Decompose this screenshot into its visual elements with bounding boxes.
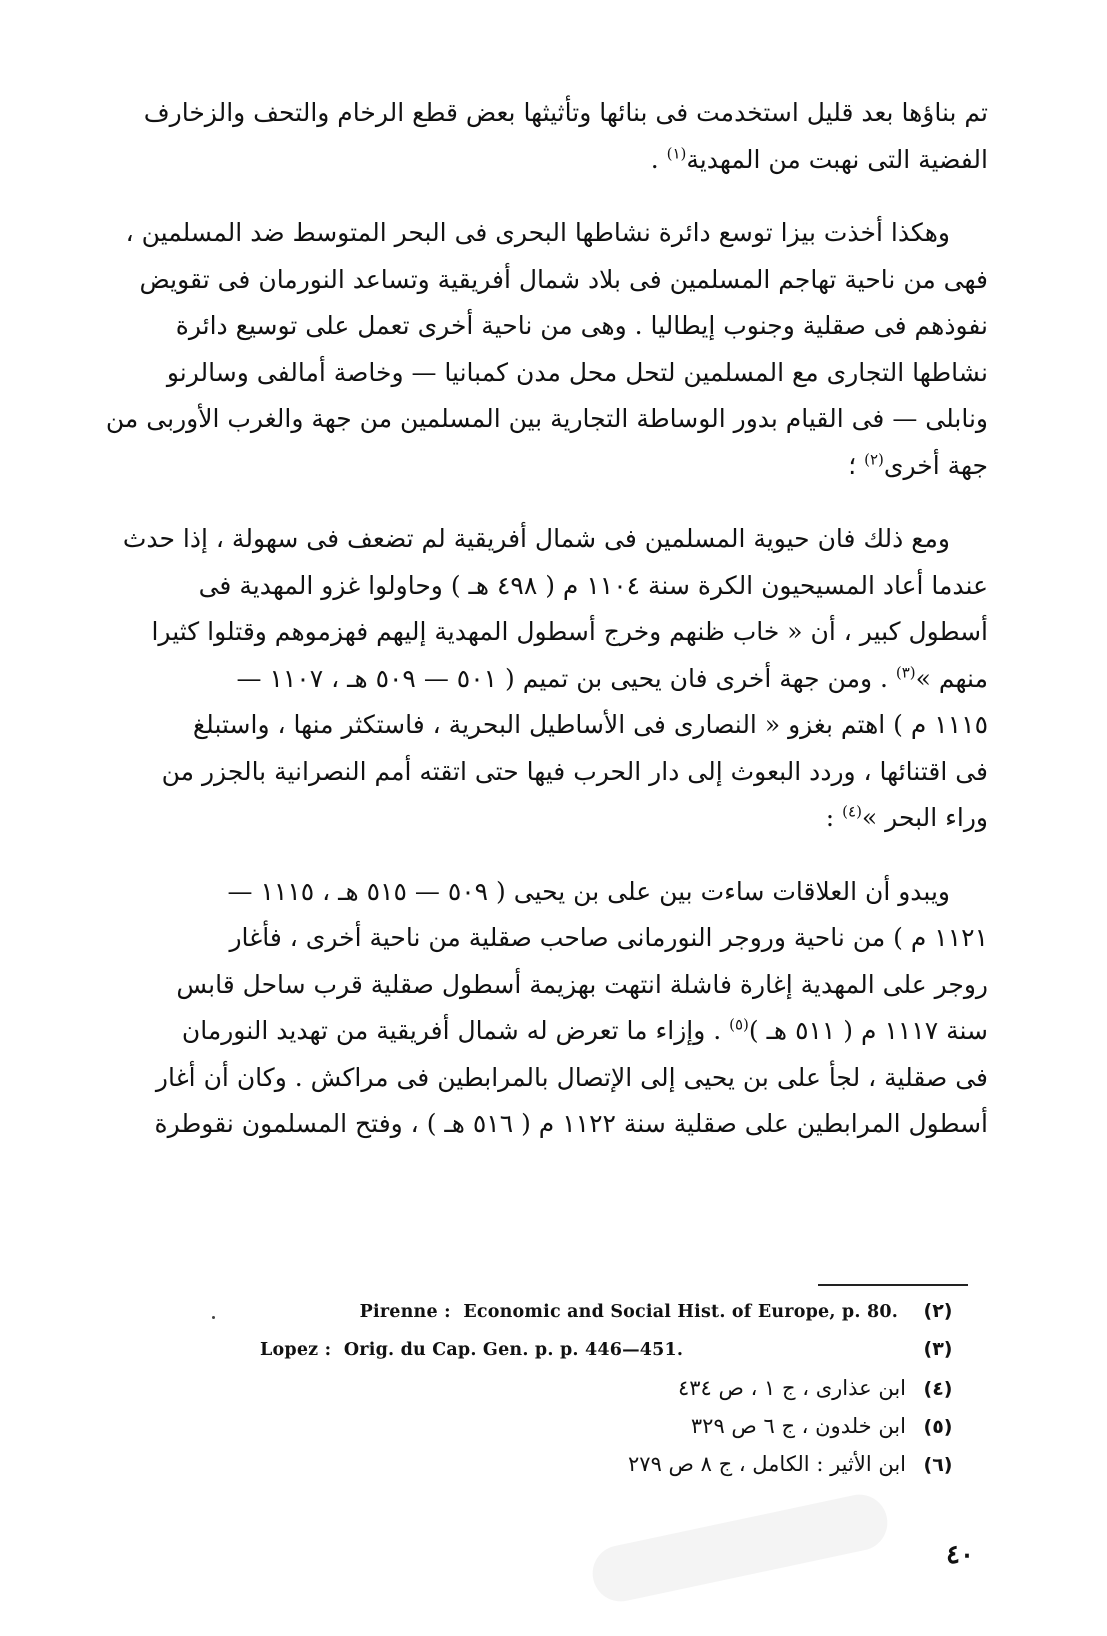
footnote-ref[interactable]: (١) bbox=[666, 144, 687, 163]
footnotes bbox=[260, 1300, 960, 1490]
footnote-text: ابن خلدون ، ج ٦ ص ٣٢٩ bbox=[690, 1414, 906, 1438]
text-line: أسطول كبير ، أن « خاب ظنهم وخرج أسطول المهدية إليهم فهزموهم وقتلوا كثيرا bbox=[151, 617, 988, 646]
footnote-text: Orig. du Cap. Gen. p. p. 446—451. bbox=[343, 1340, 684, 1360]
text-fragment: جهة أخرى bbox=[883, 450, 988, 480]
footnote-author: Pirenne bbox=[359, 1302, 438, 1322]
footnote-author: Lopez bbox=[260, 1340, 319, 1360]
text-line: تم بناؤها بعد قليل استخدمت فى بنائها وتأثيثها بعض قطع الرخام والتحف والزخارف bbox=[143, 98, 988, 127]
text-line: عندما أعاد المسيحيون الكرة سنة ١١٠٤ م ( ٤٩٨ هـ ) وحاولوا غزو المهدية فى bbox=[198, 570, 988, 600]
paragraph-1 bbox=[143, 90, 988, 183]
text-fragment: منهم » bbox=[915, 663, 988, 693]
footnote-ref[interactable]: (٤) bbox=[842, 802, 862, 821]
text-fragment: وراء البحر » bbox=[861, 803, 988, 832]
text-line bbox=[181, 1008, 988, 1055]
footnote-3 bbox=[260, 1338, 960, 1376]
footnote-number: (٥) bbox=[923, 1416, 953, 1438]
text-line: فى صقلية ، لجأ على بن يحيى إلى الإتصال بالمرابطين فى مراكش . وكان أن أغار bbox=[155, 1062, 988, 1092]
footnote-number: (٦) bbox=[923, 1454, 953, 1476]
footnote-4 bbox=[260, 1376, 960, 1414]
text-line: ومع ذلك فان حيوية المسلمين فى شمال أفريقية لم تضعف فى سهولة ، إذا حدث bbox=[122, 524, 950, 553]
punctuation: ؛ bbox=[848, 450, 865, 480]
text-fragment: . وإزاء ما تعرض له شمال أفريقية من تهديد النورمان bbox=[181, 1016, 730, 1045]
footnote-number: (٢) bbox=[923, 1300, 953, 1322]
footnote-number: (٤) bbox=[923, 1378, 953, 1400]
footnote-separator bbox=[818, 1284, 968, 1286]
text-fragment: . ومن جهة أخرى فان يحيى بن تميم ( ٥٠١ — ٥٠٩ هـ ، ١١٠٧ — bbox=[236, 663, 896, 693]
footnote-number: (٣) bbox=[923, 1338, 953, 1360]
text-line bbox=[236, 656, 988, 703]
punctuation: . bbox=[650, 144, 667, 174]
footnote-separator-char: : bbox=[444, 1302, 451, 1322]
punctuation: : bbox=[825, 803, 843, 832]
paragraph-4 bbox=[154, 869, 988, 1148]
text-line bbox=[236, 443, 988, 490]
scan-speck bbox=[212, 1316, 215, 1319]
text-fragment: سنة ١١١٧ م ( ٥١١ هـ ) bbox=[748, 1016, 988, 1045]
footnote-text: Economic and Social Hist. of Europe, p. 80. bbox=[463, 1302, 898, 1322]
text-line: فى اقتنائها ، وردد البعوث إلى دار الحرب فيها حتى اتقته أمم النصرانية بالجزر من bbox=[161, 756, 988, 786]
text-line: نفوذهم فى صقلية وجنوب إيطاليا . وهى من ناحية أخرى تعمل على توسيع دائرة bbox=[175, 311, 988, 340]
page-number: ٤٠ bbox=[946, 1540, 974, 1570]
text-line bbox=[236, 137, 988, 184]
footnote-5 bbox=[260, 1414, 960, 1452]
text-line: ١١٢١ م ) من ناحية وروجر النورمانى صاحب صقلية من ناحية أخرى ، فأغار bbox=[229, 923, 988, 952]
scan-smudge bbox=[587, 1489, 892, 1606]
footnote-ref[interactable]: (٢) bbox=[864, 450, 884, 469]
page-body bbox=[105, 90, 988, 1148]
paragraph-2 bbox=[105, 210, 988, 489]
text-line: نشاطها التجارى مع المسلمين لتحل محل مدن كمبانيا — وخاصة أمالفى وسالرنو bbox=[166, 357, 988, 387]
footnote-ref[interactable]: (٣) bbox=[895, 663, 916, 682]
footnote-6 bbox=[260, 1452, 960, 1490]
text-line: ١١١٥ م ) اهتم بغزو « النصارى فى الأساطيل البحرية ، فاستكثر منها ، واستبلغ bbox=[192, 710, 988, 739]
text-line: وهكذا أخذت بيزا توسع دائرة نشاطها البحرى فى البحر المتوسط ضد المسلمين ، bbox=[125, 218, 950, 247]
text-line: فهى من ناحية تهاجم المسلمين فى بلاد شمال أفريقية وتساعد النورمان فى تقويض bbox=[139, 264, 988, 294]
footnote-text: ابن الأثير : الكامل ، ج ٨ ص ٢٧٩ bbox=[628, 1452, 906, 1476]
footnote-ref[interactable]: (٥) bbox=[729, 1015, 749, 1034]
text-line: ويبدو أن العلاقات ساءت بين على بن يحيى ( ٥٠٩ — ٥١٥ هـ ، ١١١٥ — bbox=[227, 876, 950, 906]
footnote-separator-char: : bbox=[324, 1340, 332, 1360]
text-line: ونابلى — فى القيام بدور الوساطة التجارية بين المسلمين من جهة والغرب الأوربى من bbox=[105, 404, 988, 433]
text-line bbox=[236, 795, 988, 842]
footnote-text: ابن عذارى ، ج ١ ، ص ٤٣٤ bbox=[678, 1376, 906, 1400]
footnote-2 bbox=[260, 1300, 960, 1338]
text-line: روجر على المهدية إغارة فاشلة انتهت بهزيمة أسطول صقلية قرب ساحل قابس bbox=[176, 969, 988, 999]
text-fragment: الفضية التى نهبت من المهدية bbox=[686, 144, 988, 174]
footnote-citation bbox=[360, 1302, 898, 1322]
text-line: أسطول المرابطين على صقلية سنة ١١٢٢ م ( ٥١٦ هـ ) ، وفتح المسلمون نقوطرة bbox=[154, 1109, 988, 1138]
paragraph-3 bbox=[122, 516, 988, 842]
footnote-citation bbox=[260, 1340, 683, 1360]
